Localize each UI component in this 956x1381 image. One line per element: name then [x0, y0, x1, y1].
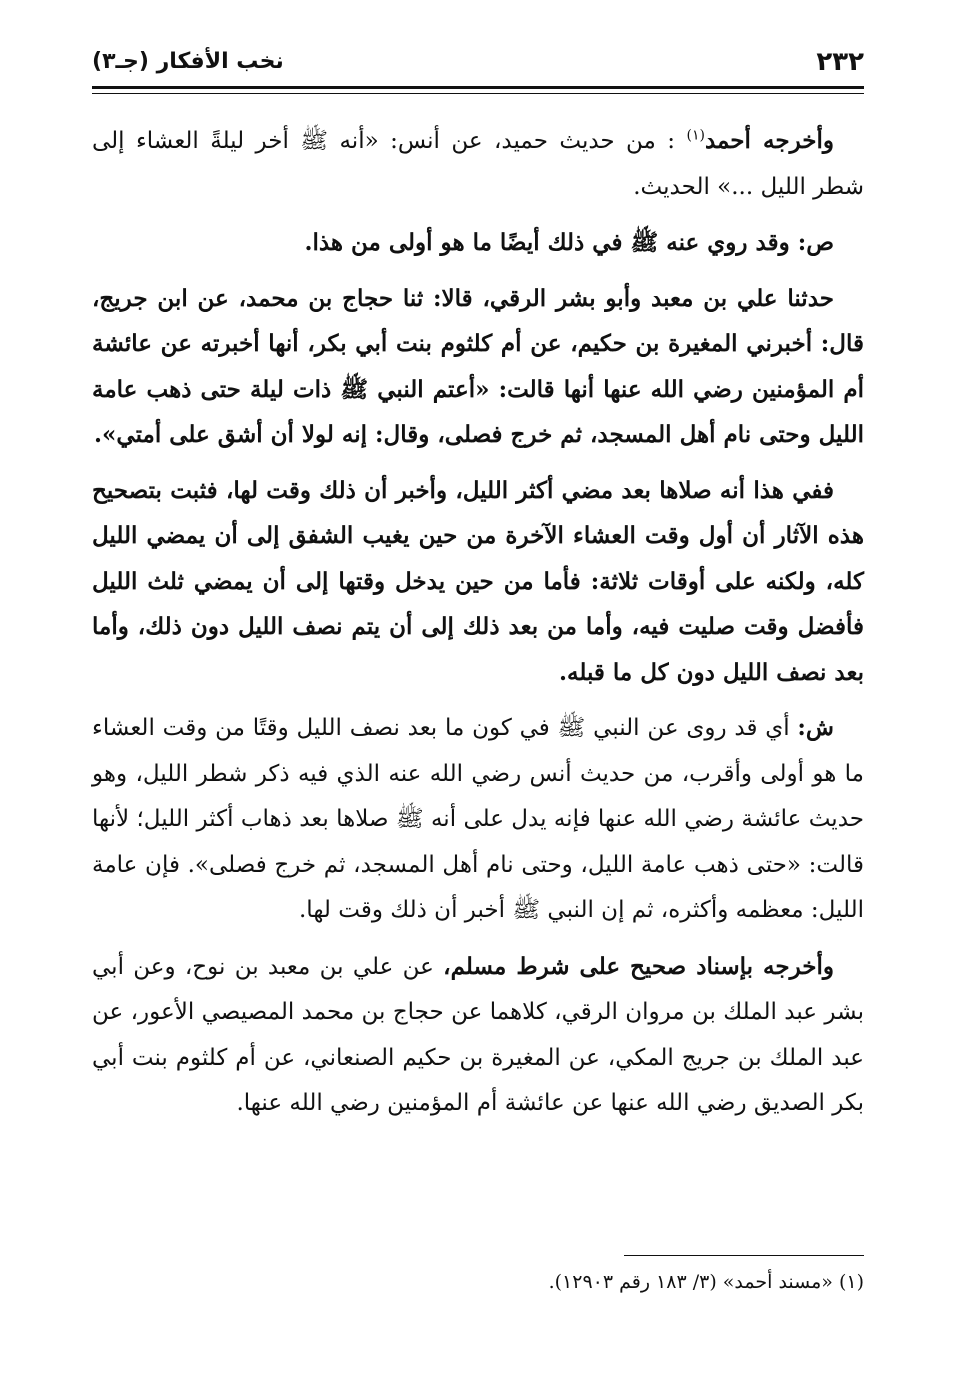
paragraph-6 — [92, 944, 864, 1127]
paragraph-4-text: ففي هذا أنه صلاها بعد مضي أكثر الليل، وأخبر أن ذلك وقت لها، فثبت بتصحيح هذه الآثار أن أول وقت العشاء الآخرة من حين يغيب الشفق إلى أن يمضي الليل كله، ولكنه على أوقات ثلاثة: فأما من حين يدخل وقتها إلى أن يمضي ثلث الليل فأفضل وقت صليت فيه، وأما من بعد ذلك إلى أن يتم نصف الليل دون ذلك، وأما بعد نصف الليل دون كل ما قبله. — [92, 476, 864, 686]
header-rule-thick — [92, 86, 864, 89]
footnote-ref: (١) — [686, 127, 705, 144]
paragraph-3-text: حدثنا علي بن معبد وأبو بشر الرقي، قالا: ثنا حجاج بن محمد، عن ابن جريج، قال: أخبرني المغيرة بن حكيم، عن أم كلثوم بنت أبي بكر، أنها أخبرته عن عائشة أم المؤمنين رضي الله عنها أنها قالت: «أعتم النبي ﷺ ذات ليلة حتى ذهب عامة الليل وحتى نام أهل المسجد، ثم خرج فصلى، وقال: إنه لولا أن أشق على أمتي». — [92, 284, 864, 448]
paragraph-1-text: : من حديث حميد، عن أنس: «أنه ﷺ أخر ليلةً العشاء إلى شطر الليل ...» الحديث. — [92, 128, 864, 200]
paragraph-5 — [92, 705, 864, 934]
paragraph-1-lead: وأخرجه أحمد — [704, 127, 834, 154]
paragraph-6-lead: وأخرجه بإسناد صحيح على شرط مسلم، — [443, 952, 835, 980]
footnote: (١) «مسند أحمد» (٣/ ١٨٣ رقم ١٢٩٠٣). — [548, 1271, 864, 1293]
paragraph-4 — [92, 468, 864, 696]
paragraph-3 — [92, 276, 864, 458]
page-number: ٢٣٢ — [816, 47, 864, 77]
paragraph-2-label: ص: — [797, 229, 834, 256]
paragraph-2-text: وقد روي عنه ﷺ في ذلك أيضًا ما هو أولى من هذا. — [304, 229, 790, 256]
paragraph-1 — [92, 118, 864, 210]
paragraph-5-label: ش: — [797, 714, 834, 741]
header-rule-thin — [92, 93, 864, 94]
footnote-rule — [624, 1255, 864, 1256]
paragraph-5-text: أي قد روى عن النبي ﷺ في كون ما بعد نصف الليل وقتًا من وقت العشاء ما هو أولى وأقرب، من حديث أنس رضي الله عنه الذي فيه ذكر شطر الليل، وهو حديث عائشة رضي الله عنها فإنه يدل على أنه ﷺ صلاها بعد ذهاب أكثر الليل؛ لأنها قالت: «حتى ذهب عامة الليل، وحتى نام أهل المسجد، ثم خرج فصلى». فإن عامة الليل: معظمه وأكثره، ثم إن النبي ﷺ أخبر أن ذلك وقت لها. — [92, 715, 864, 923]
book-title: نخب الأفكار (جـ٣) — [92, 49, 284, 74]
main-text — [92, 118, 864, 1137]
page-header — [92, 42, 864, 82]
paragraph-6-text: عن علي بن معبد بن نوح، وعن أبي بشر عبد الملك بن مروان الرقي، كلاهما عن حجاج بن محمد المصيصي الأعور، عن عبد الملك بن جريج المكي، عن المغيرة بن حكيم الصنعاني، عن أم كلثوم بنت أبي بكر الصديق رضي الله عنها عن عائشة أم المؤمنين رضي الله عنها. — [92, 953, 864, 1116]
paragraph-2 — [92, 220, 864, 266]
